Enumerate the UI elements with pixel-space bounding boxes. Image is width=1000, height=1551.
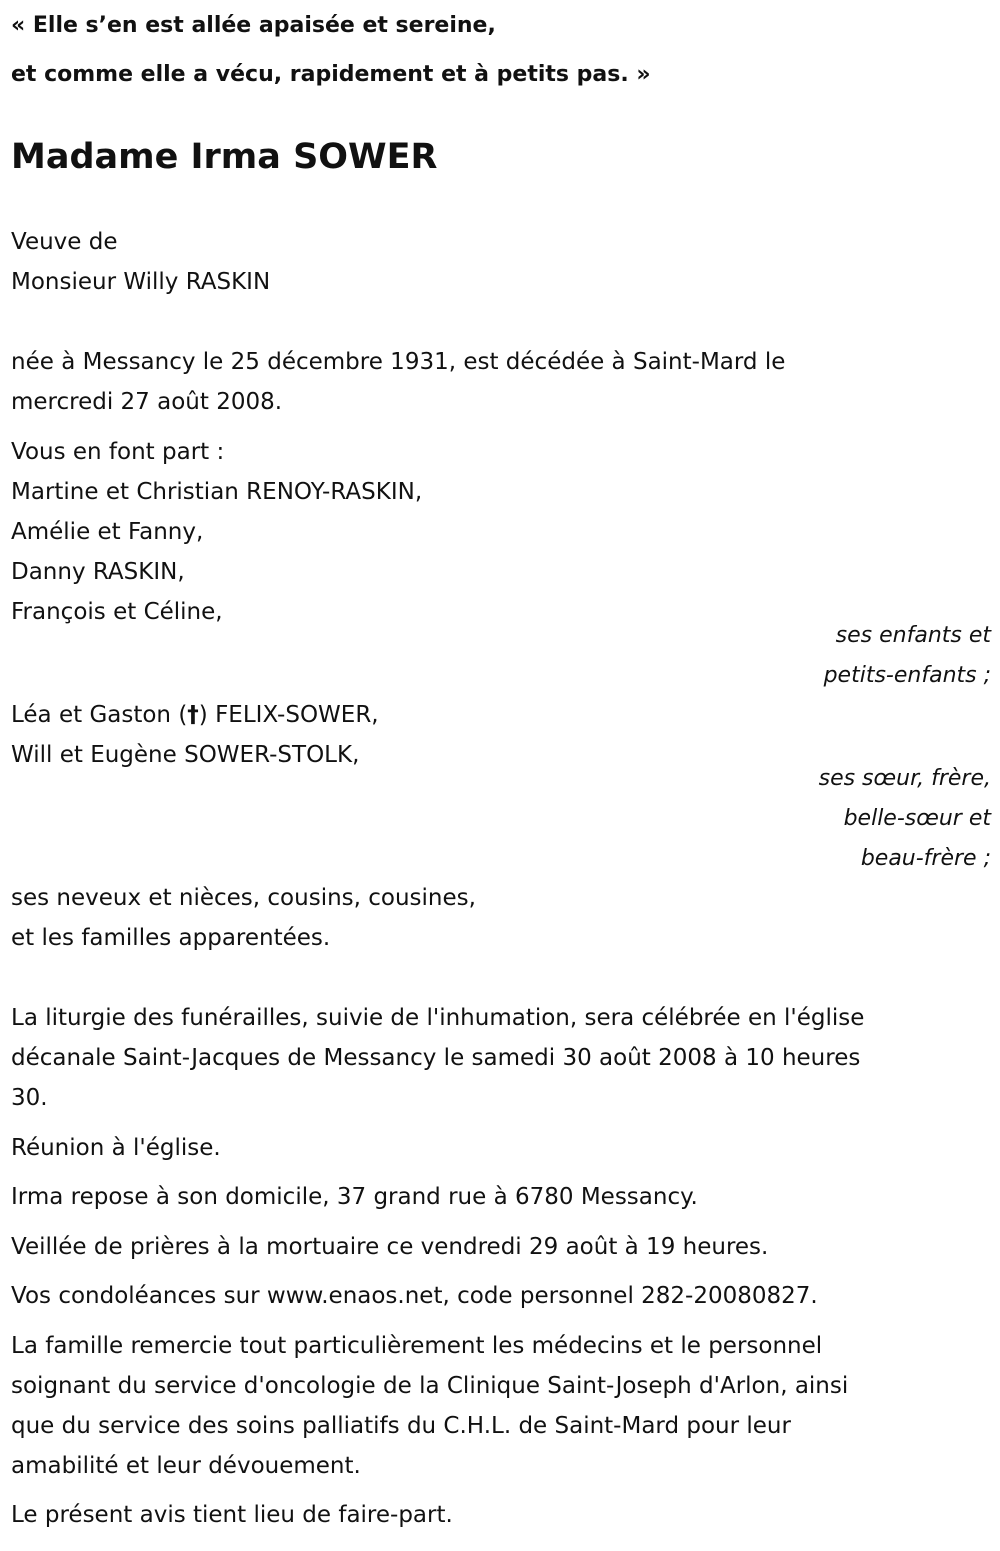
cross-icon: † [187,702,199,728]
siblings-role [691,759,991,879]
children-role [691,616,991,696]
sibling-name: Will et Eugène SOWER-STOLK, [11,742,360,768]
notice-line: Le présent avis tient lieu de faire-part. [11,1502,453,1528]
quote-line-2: et comme elle a vécu, rapidement et à petits pas. » [11,62,651,87]
thanks-paragraph [11,1326,991,1486]
widow-line-1: Veuve de [11,229,118,255]
liturgy-paragraph [11,998,991,1118]
announcers-block [11,432,991,632]
thanks-line: amabilité et leur dévouement. [11,1453,361,1479]
siblings-role-line: belle-sœur et [843,806,991,831]
other-relatives-line: ses neveux et nièces, cousins, cousines, [11,885,476,911]
liturgy-line: La liturgie des funérailles, suivie de l'inhumation, sera célébrée en l'église [11,1005,865,1031]
child-name: Danny RASKIN, [11,559,185,585]
announcers-intro: Vous en font part : [11,439,225,465]
vigil-paragraph [11,1227,991,1267]
rest-line: Irma repose à son domicile, 37 grand rue à 6780 Messancy. [11,1184,698,1210]
condolences-line: Vos condoléances sur www.enaos.net, code personnel 282-20080827. [11,1283,818,1309]
birth-death-line-1: née à Messancy le 25 décembre 1931, est décédée à Saint-Mard le [11,349,786,375]
child-name: Amélie et Fanny, [11,519,204,545]
thanks-line: La famille remercie tout particulièrement les médecins et le personnel [11,1333,823,1359]
siblings-role-line: beau-frère ; [860,846,991,871]
deceased-name-title: Madame Irma SOWER [11,137,438,177]
children-role-line: petits-enfants ; [823,663,991,688]
meeting-paragraph [11,1128,991,1168]
children-role-line: ses enfants et [835,623,991,648]
child-name: François et Céline, [11,599,223,625]
birth-death-block [11,342,991,422]
liturgy-line: 30. [11,1085,48,1111]
rest-paragraph [11,1177,991,1217]
sibling-name-part: ) FELIX-SOWER, [198,702,379,728]
thanks-line: que du service des soins palliatifs du C.H.L. de Saint-Mard pour leur [11,1413,791,1439]
sibling-name-part: Léa et Gaston ( [11,702,188,728]
widow-block [11,222,991,302]
siblings-role-line: ses sœur, frère, [818,766,991,791]
child-name: Martine et Christian RENOY-RASKIN, [11,479,423,505]
other-relatives-line: et les familles apparentées. [11,925,331,951]
thanks-line: soignant du service d'oncologie de la Clinique Saint-Joseph d'Arlon, ainsi [11,1373,849,1399]
meeting-line: Réunion à l'église. [11,1135,221,1161]
sibling-name [11,695,991,735]
birth-death-line-2: mercredi 27 août 2008. [11,389,283,415]
vigil-line: Veillée de prières à la mortuaire ce vendredi 29 août à 19 heures. [11,1234,769,1260]
liturgy-line: décanale Saint-Jacques de Messancy le samedi 30 août 2008 à 10 heures [11,1045,861,1071]
widow-line-2: Monsieur Willy RASKIN [11,269,271,295]
notice-paragraph [11,1495,991,1535]
other-relatives-block [11,878,991,958]
condolences-paragraph [11,1276,991,1316]
quote-line-1: « Elle s’en est allée apaisée et sereine, [11,13,496,38]
